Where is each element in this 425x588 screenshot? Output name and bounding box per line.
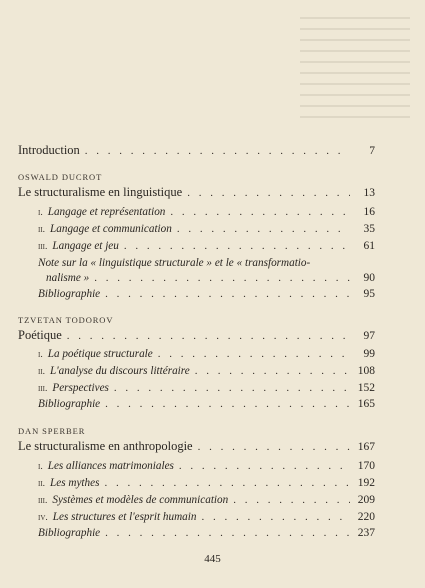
toc-entry-subsection[interactable]: [38, 460, 375, 472]
toc-label: nalisme »: [46, 272, 90, 284]
section-number: ii.: [38, 367, 46, 377]
toc-entry-introduction[interactable]: [18, 143, 375, 158]
toc-label: Le structuralisme en linguistique: [18, 185, 183, 199]
toc-page: 167: [357, 441, 375, 453]
page-number-footer: 445: [204, 553, 221, 565]
toc-entry-subsection[interactable]: [38, 206, 375, 218]
leader-dots: [198, 441, 350, 453]
toc-page: 97: [363, 330, 375, 342]
section-number: ii.: [38, 479, 46, 489]
toc-label: Systèmes et modèles de communication: [52, 494, 229, 506]
toc-label: Les alliances matrimoniales: [47, 460, 174, 472]
leader-dots: [170, 206, 350, 218]
section-number: i.: [38, 350, 43, 360]
toc-page: 90: [363, 272, 375, 284]
section-number: iii.: [38, 242, 48, 252]
leader-dots: [158, 348, 350, 360]
leader-dots: [67, 330, 350, 342]
toc-label: Langage et jeu: [52, 240, 119, 252]
toc-page: 99: [363, 348, 375, 360]
leader-dots: [104, 477, 350, 489]
toc-page: 165: [357, 398, 375, 410]
toc-page: 7: [369, 145, 375, 157]
leader-dots: [114, 382, 350, 394]
toc-label: Poétique: [18, 328, 62, 342]
leader-dots: [94, 272, 350, 284]
bleed-through-text: [300, 8, 410, 128]
toc-entry-subsection[interactable]: [38, 382, 375, 394]
toc-page: 13: [363, 187, 375, 199]
author-heading: OSWALD DUCROT: [18, 172, 103, 182]
toc-entry-bibliography[interactable]: [38, 398, 375, 410]
toc-label: La poétique structurale: [47, 348, 153, 360]
leader-dots: [201, 511, 350, 523]
toc-label: Introduction: [18, 143, 80, 157]
section-number: i.: [38, 462, 43, 472]
toc-entry-subsection[interactable]: [38, 223, 375, 235]
leader-dots: [124, 240, 350, 252]
leader-dots: [233, 494, 350, 506]
section-number: iii.: [38, 384, 48, 394]
section-number: i.: [38, 208, 43, 218]
section-number: iv.: [38, 513, 48, 523]
toc-page: 108: [357, 365, 375, 377]
toc-label: Note sur la « linguistique structurale » et le « transformatio-: [38, 257, 311, 269]
toc-label: Bibliographie: [38, 288, 101, 300]
toc-entry-chapter[interactable]: [18, 439, 375, 454]
leader-dots: [85, 145, 350, 157]
toc-page: 220: [357, 511, 375, 523]
toc-entry-subsection[interactable]: [38, 511, 375, 523]
section-number: iii.: [38, 496, 48, 506]
leader-dots: [179, 460, 350, 472]
toc-label: Les structures et l'esprit humain: [52, 511, 197, 523]
toc-page: 209: [357, 494, 375, 506]
toc-page: 237: [357, 527, 375, 539]
toc-label: Le structuralisme en anthropologie: [18, 439, 193, 453]
toc-entry-subsection[interactable]: [38, 477, 375, 489]
toc-entry-subsection[interactable]: [38, 240, 375, 252]
leader-dots: [177, 223, 350, 235]
toc-page: 61: [363, 240, 375, 252]
toc-page: 35: [363, 223, 375, 235]
toc-page: 192: [357, 477, 375, 489]
toc-label: Perspectives: [52, 382, 109, 394]
toc-label: Langage et représentation: [47, 206, 166, 218]
toc-page: 152: [357, 382, 375, 394]
author-heading: TZVETAN TODOROV: [18, 315, 114, 325]
toc-entry-subsection[interactable]: [38, 494, 375, 506]
author-heading: DAN SPERBER: [18, 426, 86, 436]
leader-dots: [187, 187, 350, 199]
toc-entry-chapter[interactable]: [18, 328, 375, 343]
leader-dots: [105, 398, 350, 410]
toc-page: 16: [363, 206, 375, 218]
toc-label: Bibliographie: [38, 527, 101, 539]
toc-entry-chapter[interactable]: [18, 185, 375, 200]
leader-dots: [105, 288, 350, 300]
leader-dots: [195, 365, 350, 377]
toc-entry-note-line2[interactable]: [46, 272, 375, 284]
toc-entry-bibliography[interactable]: [38, 527, 375, 539]
toc-entry-note-line1[interactable]: [38, 257, 375, 269]
toc-label: L'analyse du discours littéraire: [50, 365, 190, 377]
toc-page: 95: [363, 288, 375, 300]
section-number: ii.: [38, 225, 46, 235]
toc-page: 170: [357, 460, 375, 472]
toc-label: Bibliographie: [38, 398, 101, 410]
toc-entry-bibliography[interactable]: [38, 288, 375, 300]
leader-dots: [105, 527, 350, 539]
toc-label: Langage et communication: [50, 223, 172, 235]
toc-entry-subsection[interactable]: [38, 348, 375, 360]
toc-entry-subsection[interactable]: [38, 365, 375, 377]
toc-label: Les mythes: [50, 477, 100, 489]
